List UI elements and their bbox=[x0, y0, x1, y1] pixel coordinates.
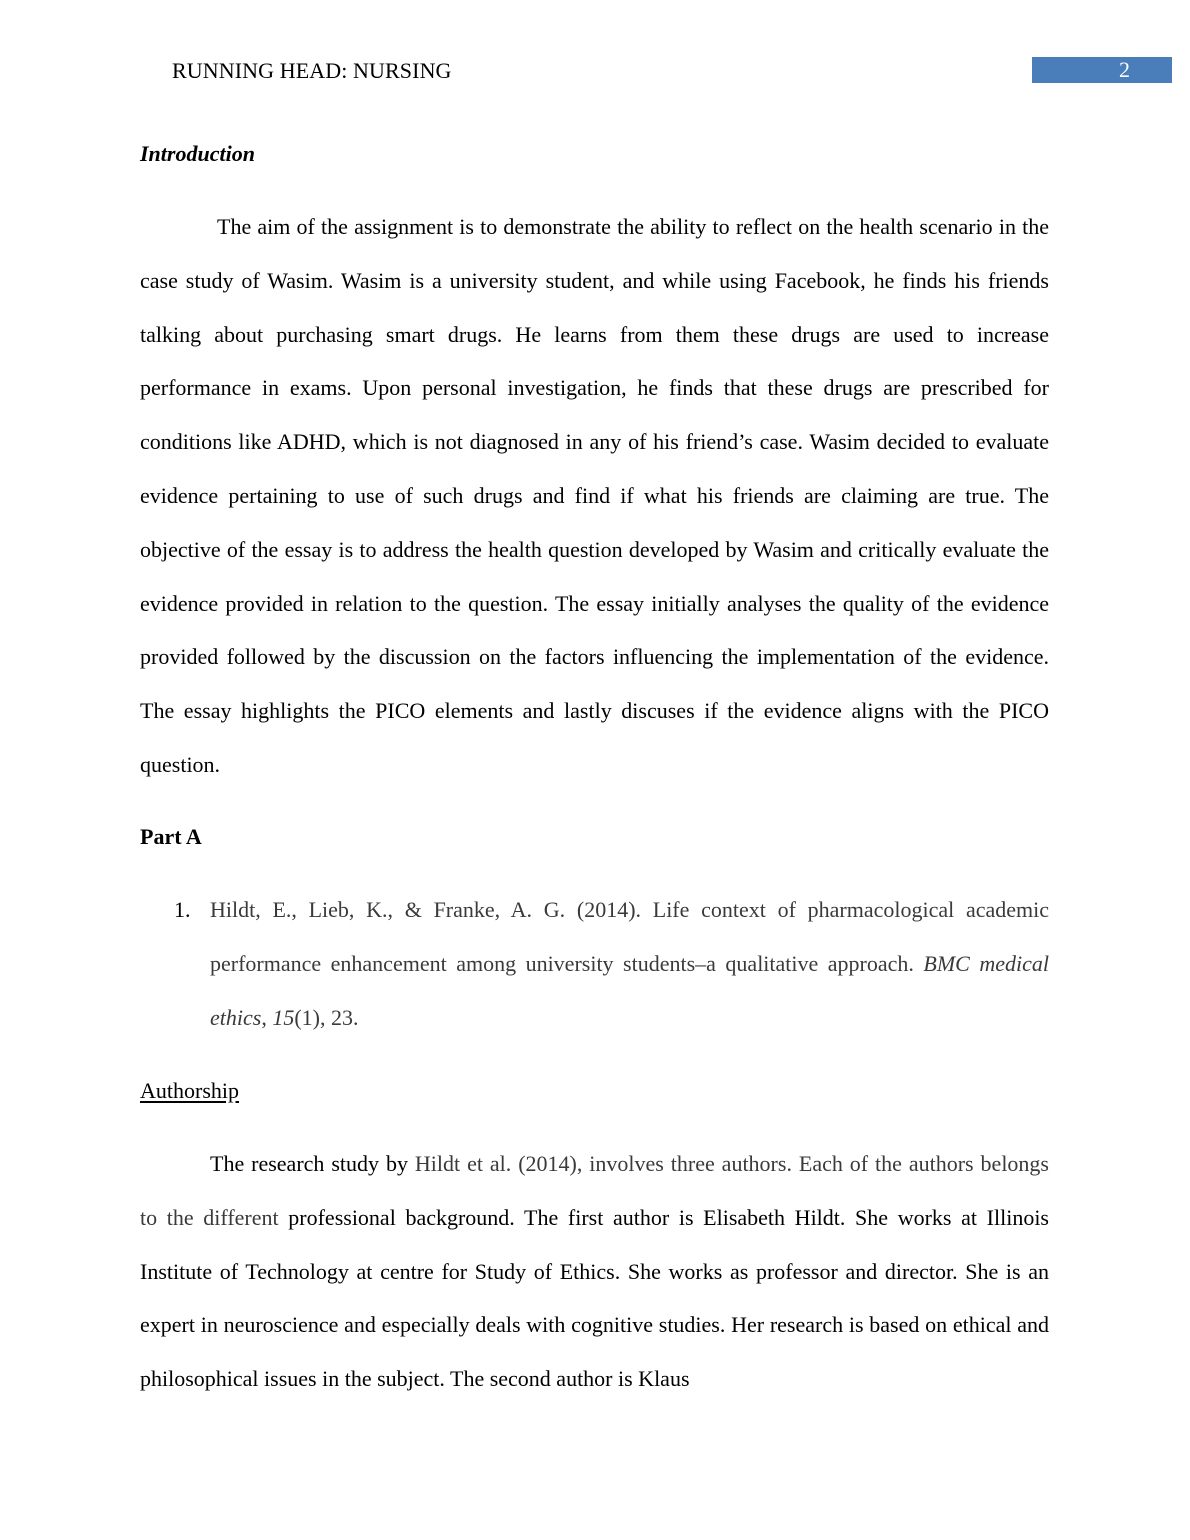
introduction-heading: Introduction bbox=[140, 141, 255, 166]
reference-separator: , bbox=[261, 1004, 273, 1030]
reference-volume: 15 bbox=[272, 1004, 295, 1030]
reference-issue-pages: (1), 23. bbox=[294, 1004, 359, 1030]
page-number-box bbox=[1032, 57, 1172, 83]
reference-number: 1. bbox=[174, 897, 191, 922]
reference-text: Hildt, E., Lieb, K., & Franke, A. G. (2014). Life context of pharmacological academic performance enhancement among university students–a qualitative approach. bbox=[210, 897, 1049, 976]
authorship-paragraph bbox=[140, 1137, 1049, 1406]
authorship-body-text: professional background. The first author is Elisabeth Hildt. She works at Illinois Institute of Technology at centre for Study of Ethics. She works as professor and director. She is an expert in neuroscience and especially deals with cognitive studies. Her research is based on ethical and philosophical issues in the subject. The second author is Klaus bbox=[140, 1204, 1049, 1392]
authorship-cited-text: Hildt et al. (2014), involves three authors. Each of the authors belongs to the different bbox=[140, 1151, 1049, 1230]
authorship-lead-text: The research study by bbox=[210, 1151, 415, 1176]
reference-item bbox=[174, 883, 1049, 1044]
reference-journal: BMC medical ethics bbox=[210, 950, 1049, 1030]
page-number: 2 bbox=[1119, 57, 1130, 82]
authorship-heading: Authorship bbox=[140, 1078, 239, 1103]
part-a-heading: Part A bbox=[140, 824, 202, 849]
running-head: RUNNING HEAD: NURSING bbox=[172, 58, 452, 83]
introduction-paragraph: The aim of the assignment is to demonstrate the ability to reflect on the health scenario in the case study of Wasim. Wasim is a university student, and while using Facebook, he finds his friends talking about purchasing smart drugs. He learns from them these drugs are used to increase performance in exams. Upon personal investigation, he finds that these drugs are prescribed for conditions like ADHD, which is not diagnosed in any of his friend’s case. Wasim decided to evaluate evidence pertaining to use of such drugs and find if what his friends are claiming are true. The objective of the essay is to address the health question developed by Wasim and critically evaluate the evidence provided in relation to the question. The essay initially analyses the quality of the evidence provided followed by the discussion on the factors influencing the implementation of the evidence. The essay highlights the PICO elements and lastly discuses if the evidence aligns with the PICO question. bbox=[140, 214, 1049, 777]
